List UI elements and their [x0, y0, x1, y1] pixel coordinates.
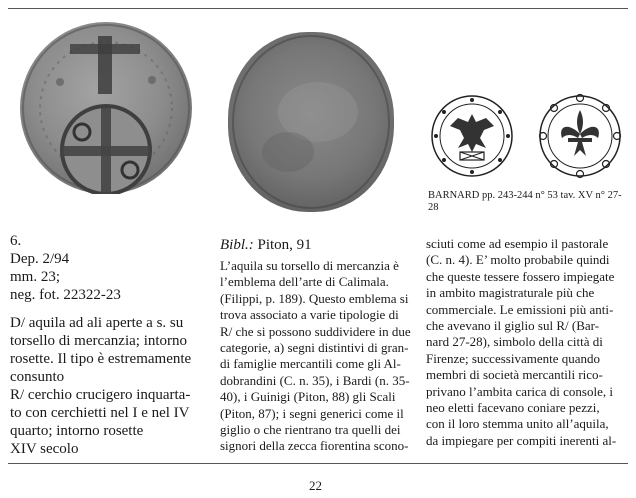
caption-text: BARNARD pp. 243-244 n° 53 tav. XV n° 27-28: [428, 190, 622, 213]
bibliography: [220, 236, 416, 254]
lily-coin-drawing: [540, 95, 621, 178]
commentary-line: trova associato a varie tipologie di: [220, 307, 399, 323]
commentary-line: L’aquila su torsello di mercanzia è: [220, 258, 399, 273]
commentary-line: giglio o che rientrano tra quelli dei: [220, 422, 401, 438]
commentary-line: da impiegare per compiti inerenti al-: [426, 432, 617, 448]
top-rule: [8, 8, 628, 9]
commentary-column-1: [220, 236, 416, 455]
obverse-line: consunto: [10, 369, 65, 385]
bibl-value: Piton, 91: [253, 237, 312, 253]
commentary-line: signori della zecca fiorentina scono-: [220, 438, 409, 454]
commentary-line: R/ che si possono suddividere in due: [220, 323, 411, 339]
entry-number: 6.: [10, 233, 22, 249]
commentary-line: categorie, a) segni distintivi di gran-: [220, 340, 409, 356]
cross-emblem: [20, 22, 192, 194]
bibl-label: Bibl.:: [220, 237, 254, 253]
commentary-line: commerciale. Le emissioni più anti-: [426, 301, 614, 317]
negative-number: neg. fot. 22322-23: [10, 287, 121, 303]
coin-photo-middle: [228, 32, 394, 212]
commentary-line: neo eletti facevano coniare pezzi,: [426, 400, 600, 416]
commentary-line: dobrandini (C. n. 35), i Bardi (n. 35-: [220, 372, 410, 388]
obverse-line: rosette. Il tipo è estremamente: [10, 351, 192, 367]
commentary-line: con il loro stemma unito all’aquila,: [426, 416, 609, 432]
commentary-line: che queste tessere fossero impiegate: [426, 268, 615, 284]
commentary-line: l’emblema dell’arte di Calimala.: [220, 274, 389, 290]
commentary-line: di famiglie mercantili come gli Al-: [220, 356, 401, 372]
drawing-caption: [428, 190, 628, 214]
commentary-line: nard 27-28), simbolo della città di: [426, 334, 603, 350]
obverse-line: D/ aquila ad ali aperte a s. su: [10, 315, 184, 331]
obverse-line: torsello di mercanzia; intorno: [10, 333, 188, 349]
diameter: mm. 23;: [10, 269, 61, 285]
page-number: 22: [309, 478, 322, 493]
commentary-line: privano l’ambita carica di console, i: [426, 383, 613, 399]
bottom-rule: [8, 463, 628, 464]
commentary-line: che avevano il giglio sul R/ (Bar-: [426, 318, 600, 334]
coin-drawing: [428, 92, 628, 182]
eagle-coin-drawing: [432, 96, 512, 176]
commentary-column-2: [426, 236, 632, 449]
commentary-line: sciuti come ad esempio il pastorale: [426, 236, 609, 251]
commentary-line: (C. n. 4). E’ molto probabile quindi: [426, 252, 610, 268]
commentary-line: Firenze; successivamente quando: [426, 350, 600, 366]
reverse-line: quarto; intorno rosette: [10, 423, 144, 439]
commentary-line: in ambito magistraturale più che: [426, 285, 595, 301]
deposit-id: Dep. 2/94: [10, 251, 70, 267]
century: XIV secolo: [10, 441, 79, 457]
commentary-line: (Piton, 87); i segni generici come il: [220, 405, 404, 421]
commentary-line: membri di società mercantili rico-: [426, 367, 603, 383]
reverse-line: R/ cerchio crucigero inquarta-: [10, 387, 191, 403]
commentary-line: (Filippi, p. 189). Questo emblema si: [220, 290, 409, 306]
worn-surface: [228, 32, 394, 212]
reverse-line: to con cerchietti nel I e nel IV: [10, 405, 190, 421]
commentary-line: 40), i Guinigi (Piton, 88) gli Scali: [220, 389, 396, 405]
coin-photo-left: [20, 22, 192, 194]
catalog-entry-column: [10, 232, 210, 458]
